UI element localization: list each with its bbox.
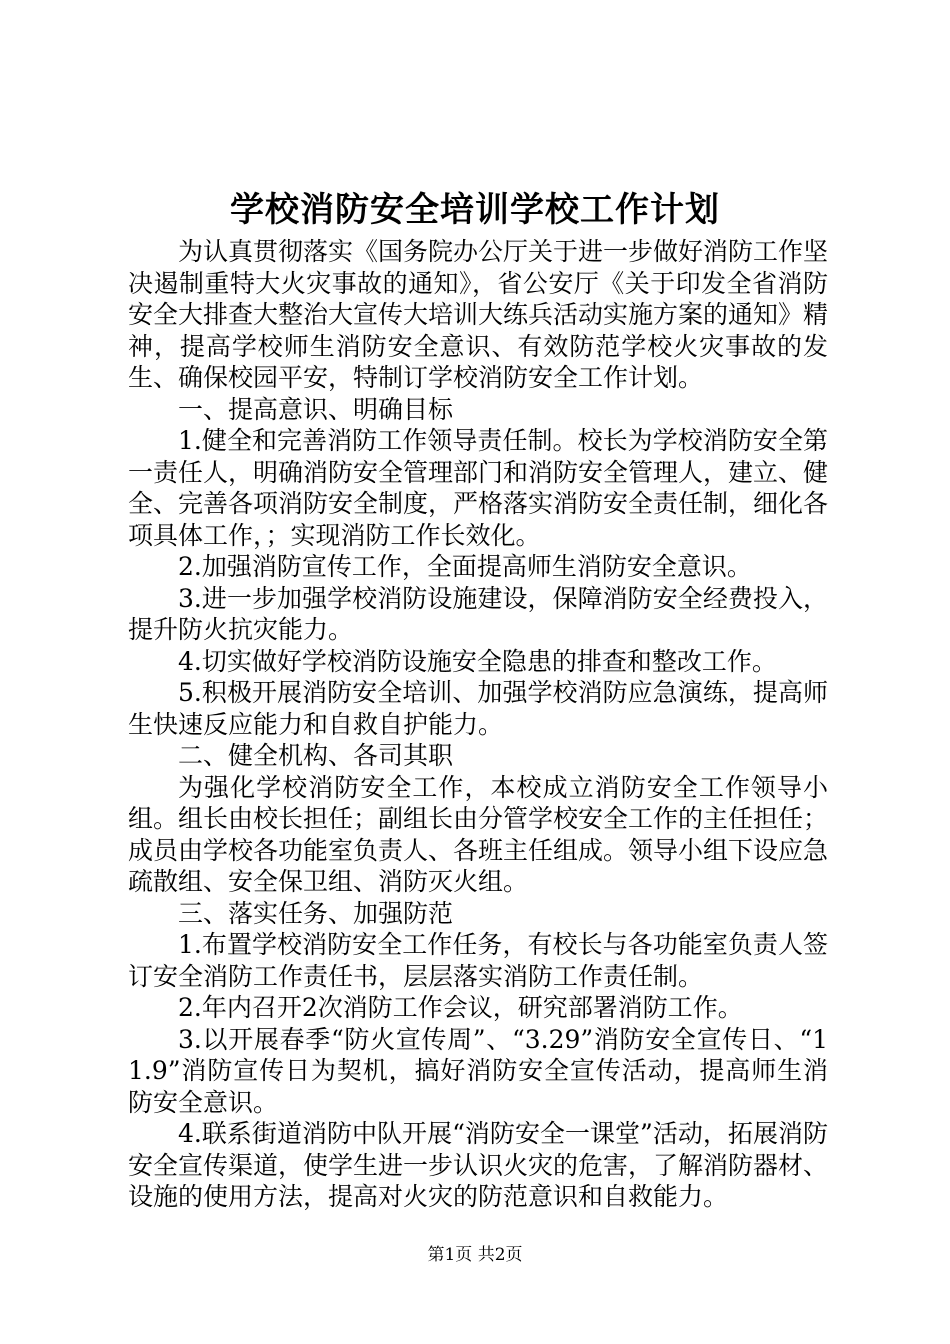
document-body [128,236,828,1213]
section-heading-1: 一、提高意识、明确目标 [178,394,454,424]
page-footer: 第1页 共2页 [427,1245,523,1265]
document-title: 学校消防安全培训学校工作计划 [230,190,720,230]
paragraph-item: 4.联系街道消防中队开展“消防安全一课堂”活动，拓展消防安全宣传渠道，使学生进一步认识火灾的危害，了解消防器材、设施的使用方法，提高对火灾的防范意识和自救能力。 [128,1119,829,1211]
paragraph-item: 4.切实做好学校消防设施安全隐患的排查和整改工作。 [178,646,777,676]
paragraph-item: 1.健全和完善消防工作领导责任制。校长为学校消防安全第一责任人，明确消防安全管理部门和消防安全管理人，建立、健全、完善各项消防安全制度，严格落实消防安全责任制，细化各项具体工作，；实现消防工作长效化。 [128,426,829,550]
paragraph-organization: 为强化学校消防安全工作，本校成立消防安全工作领导小组。组长由校长担任；副组长由分管学校安全工作的主任担任；成员由学校各功能室负责人、各班主任组成。领导小组下设应急疏散组、安全保卫组、消防灭火组。 [128,772,829,896]
section-heading-3: 三、落实任务、加强防范 [178,898,454,928]
paragraph-item: 1.布置学校消防安全工作任务，有校长与各功能室负责人签订安全消防工作责任书，层层落实消防工作责任制。 [128,930,828,991]
section-heading-2: 二、健全机构、各司其职 [178,741,454,770]
paragraph-item: 2.加强消防宣传工作，全面提高师生消防安全意识。 [178,552,752,581]
paragraph-intro: 为认真贯彻落实《国务院办公厅关于进一步做好消防工作坚决遏制重特大火灾事故的通知》，省公安厅《关于印发全省消防安全大排查大整治大宣传大培训大练兵活动实施方案的通知》精神，提高学校师生消防安全意识、有效防范学校火灾事故的发生、确保校园平安，特制订学校消防安全工作计划。 [128,237,829,392]
paragraph-item: 3.以开展春季“防火宣传周”、“3.29”消防安全宣传日、“11.9”消防宣传日为契机，搞好消防安全宣传活动，提高师生消防安全意识。 [128,1024,828,1117]
paragraph-item: 5.积极开展消防安全培训、加强学校消防应急演练，提高师生快速反应能力和自救自护能力。 [128,678,828,739]
paragraph-item: 3.进一步加强学校消防设施建设，保障消防安全经费投入，提升防火抗灾能力。 [128,583,828,644]
paragraph-item: 2.年内召开2次消防工作会议，研究部署消防工作。 [178,993,743,1022]
